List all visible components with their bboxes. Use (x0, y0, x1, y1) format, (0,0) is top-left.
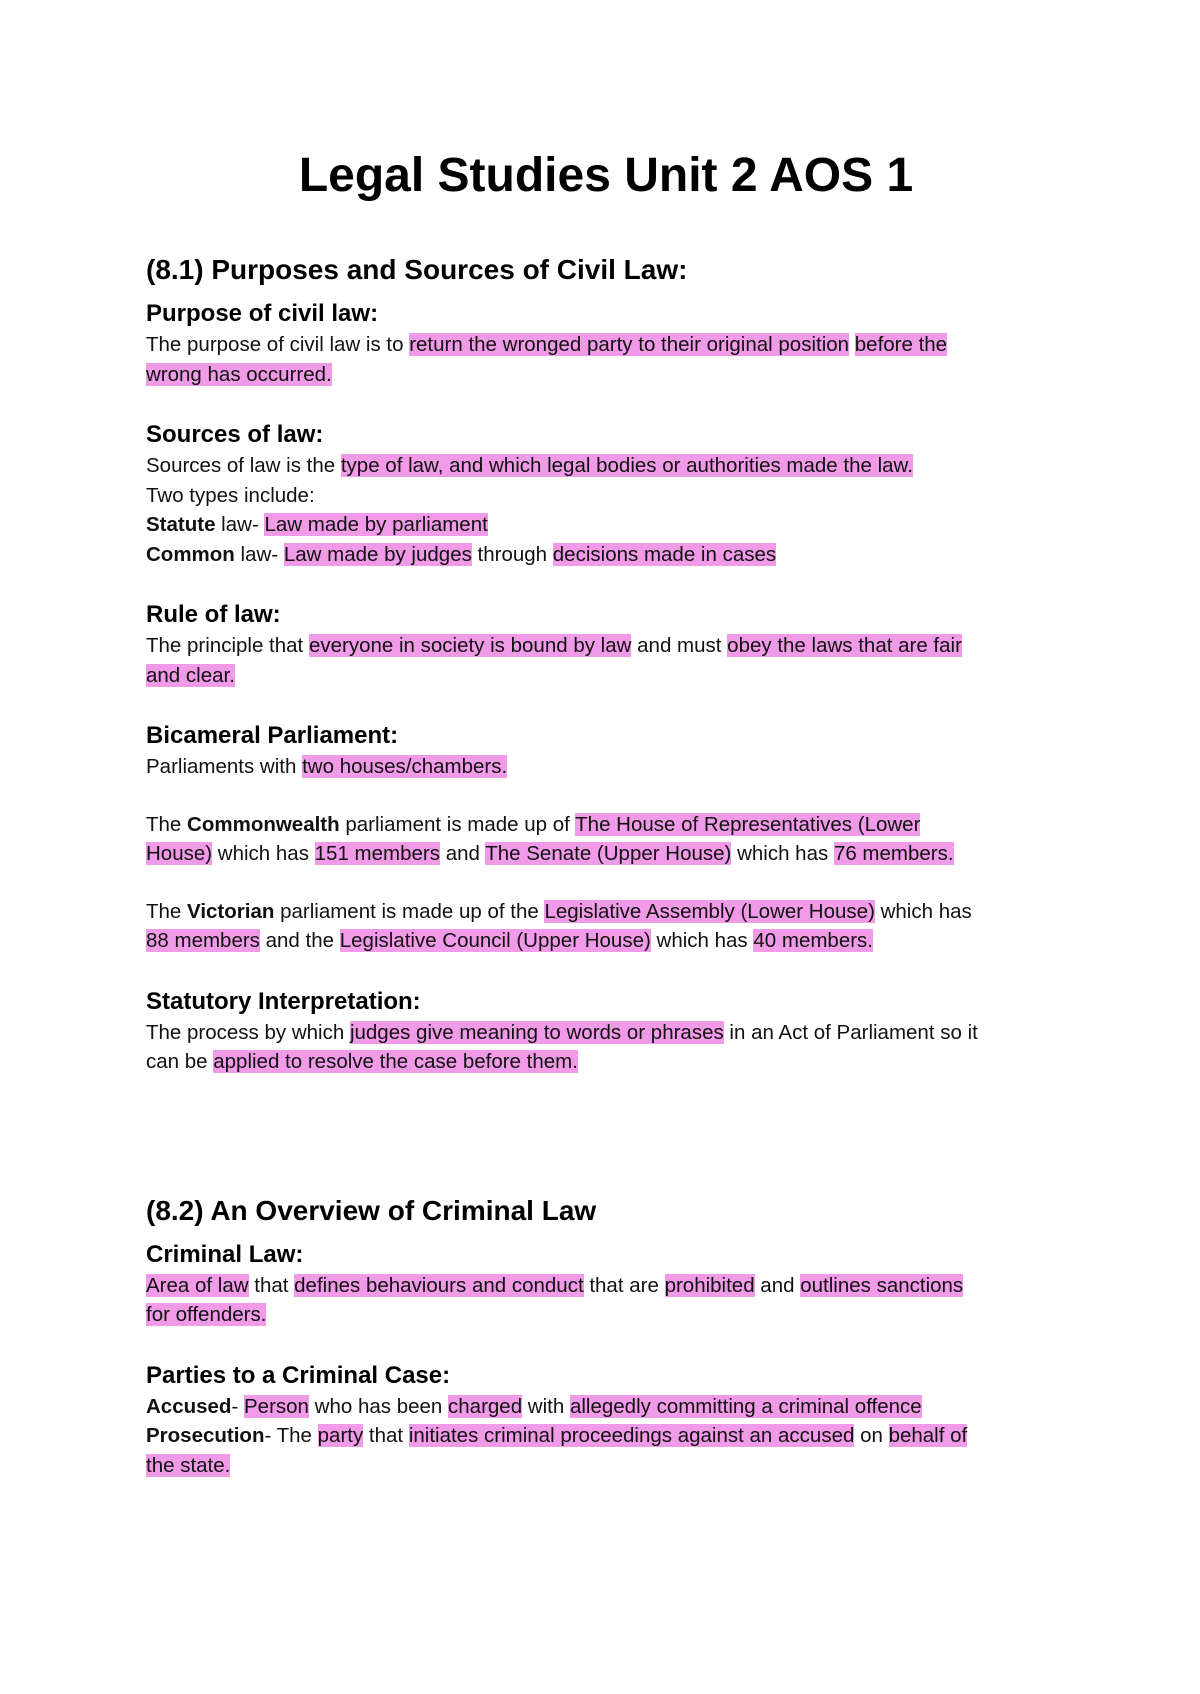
highlight: Legislative Assembly (Lower House) (544, 899, 875, 923)
highlight: charged (448, 1394, 523, 1418)
document-title: Legal Studies Unit 2 AOS 1 (298, 149, 914, 202)
text: Two types include: (146, 483, 315, 507)
highlight: The Senate (Upper House) (485, 842, 732, 865)
text: The (146, 899, 188, 923)
subheading-purpose: Purpose of civil law: (146, 300, 379, 327)
text: which has (650, 929, 754, 952)
term-commonwealth: Commonwealth (187, 812, 340, 836)
text: that (248, 1273, 295, 1297)
term-accused: Accused (146, 1394, 232, 1418)
text: with (522, 1394, 570, 1418)
subheading-criminal-law: Criminal Law: (146, 1240, 304, 1268)
subheading-sources: Sources of law: (146, 421, 324, 448)
subheading-rule-of-law: Rule of law: (146, 601, 281, 628)
highlight: return the wronged party to their original position (409, 333, 850, 356)
highlight: 40 members. (753, 929, 874, 952)
highlight: defines behaviours and conduct (294, 1273, 584, 1297)
text: Sources of law is the (146, 454, 341, 477)
highlight: Law made by judges (283, 542, 472, 566)
highlight: The House of Representatives (Lower (575, 812, 921, 836)
subheading-statutory: Statutory Interpretation: (146, 987, 421, 1015)
highlight: allegedly committing a criminal offence (569, 1394, 922, 1418)
statutory-paragraph (146, 1018, 1066, 1077)
text: which has (212, 842, 315, 865)
text: on (854, 1424, 889, 1447)
text: - (231, 1394, 244, 1418)
term-victorian: Victorian (187, 899, 275, 923)
highlight: judges give meaning to words or phrases (349, 1020, 724, 1044)
text: and (440, 842, 486, 865)
section-heading-8-1: (8.1) Purposes and Sources of Civil Law: (146, 254, 688, 285)
text: - The (264, 1424, 318, 1447)
highlight: 88 members (146, 929, 260, 952)
highlight: 151 members (314, 842, 440, 865)
text: which has (874, 899, 972, 923)
subheading-parties: Parties to a Criminal Case: (146, 1361, 451, 1389)
text: The process by which (146, 1020, 350, 1044)
term-prosecution: Prosecution (146, 1424, 265, 1447)
sources-paragraph (146, 451, 1066, 569)
highlight: Law made by parliament (264, 513, 488, 536)
text: The purpose of civil law is to (146, 333, 410, 356)
text: in an Act of Parliament so it (723, 1020, 978, 1044)
text: The (146, 812, 188, 836)
text: through (471, 542, 553, 566)
text: that are (583, 1273, 665, 1297)
text: that (363, 1424, 409, 1447)
highlight: outlines sanctions (800, 1273, 964, 1297)
highlight: Person (244, 1394, 309, 1418)
victorian-paragraph (146, 897, 1066, 956)
text: law- (234, 542, 284, 566)
text: and must (631, 634, 728, 657)
text: which has (731, 842, 834, 865)
section-heading-8-2: (8.2) An Overview of Criminal Law (146, 1194, 597, 1226)
term-common: Common (146, 542, 235, 566)
commonwealth-paragraph (146, 810, 1066, 869)
text: law- (215, 513, 265, 536)
highlight: House) (146, 842, 213, 865)
rule-paragraph (146, 631, 1066, 690)
highlight: and clear. (146, 663, 235, 687)
text: can be (146, 1050, 214, 1073)
highlight: for offenders. (146, 1303, 267, 1326)
text: who has been (308, 1394, 449, 1418)
text: The principle that (146, 634, 309, 657)
highlight: party (317, 1424, 364, 1447)
highlight: applied to resolve the case before them. (213, 1050, 578, 1073)
highlight: two houses/chambers. (302, 755, 508, 778)
highlight: behalf of (888, 1424, 968, 1447)
text (849, 333, 855, 356)
highlight: the state. (146, 1453, 231, 1477)
text: Parliaments with (146, 755, 303, 778)
bicameral-paragraph (146, 752, 1066, 782)
subheading-bicameral: Bicameral Parliament: (146, 722, 399, 749)
criminal-paragraph (146, 1271, 1066, 1330)
highlight: initiates criminal proceedings against an accused (408, 1424, 855, 1447)
term-statute: Statute (146, 513, 216, 536)
highlight: obey the laws that are fair (727, 634, 962, 657)
highlight: Legislative Council (Upper House) (339, 929, 651, 952)
highlight: Area of law (146, 1273, 249, 1297)
text: and the (259, 929, 340, 952)
document-content (146, 0, 1066, 1480)
highlight: prohibited (664, 1273, 755, 1297)
purpose-paragraph (146, 330, 1066, 389)
highlight: 76 members. (833, 842, 954, 865)
highlight: before the (854, 333, 948, 356)
text: parliament is made up of the (274, 899, 545, 923)
highlight: decisions made in cases (552, 542, 777, 566)
highlight: everyone in society is bound by law (308, 634, 632, 657)
highlight: type of law, and which legal bodies or authorities made the law. (340, 454, 913, 477)
highlight: wrong has occurred. (146, 362, 332, 386)
text: and (754, 1273, 801, 1297)
text: parliament is made up of (339, 812, 576, 836)
parties-paragraph (146, 1392, 1066, 1481)
